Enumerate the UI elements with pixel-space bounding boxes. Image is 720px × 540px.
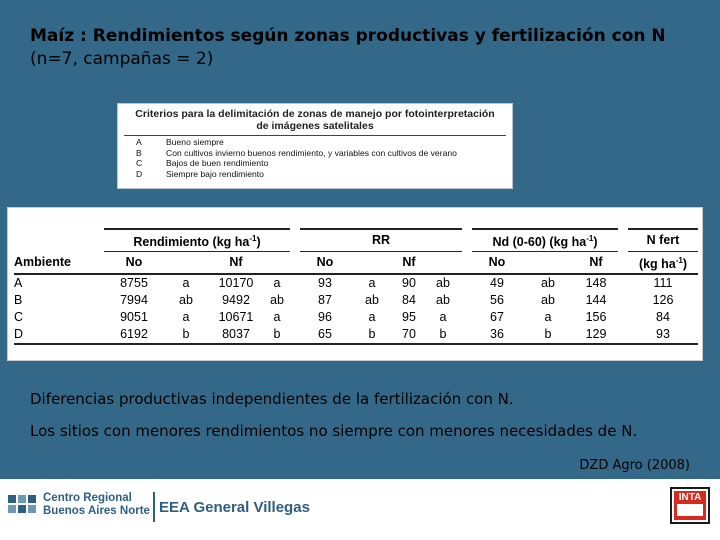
inta-logo-badge	[674, 491, 706, 520]
logo-separator	[153, 492, 155, 522]
criteria-title-line2: de imágenes satelitales	[256, 120, 374, 132]
criteria-row	[118, 148, 512, 159]
nd-no-letter: ab	[541, 293, 555, 308]
nfert-cell: 111	[653, 276, 673, 291]
title-subtitle: (n=7, campañas = 2)	[30, 49, 214, 69]
footer-bar	[0, 479, 720, 540]
source-citation: DZD Agro (2008)	[579, 458, 690, 473]
rr-no-letter: b	[350, 326, 394, 344]
table-row	[14, 309, 698, 326]
table-body	[14, 274, 698, 344]
header-rend-nf: Nf	[208, 252, 264, 275]
rr-no-letter: ab	[365, 293, 379, 308]
table-row	[14, 326, 698, 344]
rr-no-letter: a	[368, 276, 376, 291]
rend-no-letter: b	[164, 326, 208, 344]
yield-table	[14, 228, 698, 345]
ambiente-cell: C	[14, 310, 24, 325]
rr-no-cell: 96	[318, 310, 332, 325]
rr-nf-cell: 90	[402, 276, 416, 291]
note-differences: Diferencias productivas independientes de la fertilización con N.	[30, 390, 514, 408]
inta-cube-logo-icon	[8, 493, 38, 517]
rr-nf-cell: 84	[402, 293, 416, 308]
ambiente-cell: A	[14, 276, 23, 291]
header-rr-nf: Nf	[394, 252, 424, 275]
rr-no-cell: 93	[318, 276, 332, 291]
rend-no-cell: 7994	[120, 293, 148, 308]
criteria-description: Con cultivos invierno buenos rendimiento, y variables con cultivos de verano	[166, 147, 457, 158]
rr-nf-letter: ab	[436, 293, 450, 308]
criteria-title	[118, 104, 512, 132]
criteria-title-line1: Criterios para la delimitación de zonas de manejo por fotointerpretación	[135, 108, 495, 120]
note-sites: Los sitios con menores rendimientos no siempre con menores necesidades de N.	[30, 422, 638, 440]
criteria-row	[118, 158, 512, 169]
header-rr-no: No	[300, 252, 350, 275]
criteria-table-image	[117, 103, 513, 189]
rend-no-cell: 6192	[104, 326, 164, 344]
criteria-row	[118, 137, 512, 148]
table-row	[14, 292, 698, 309]
nfert-cell: 84	[656, 310, 670, 325]
rend-no-letter: a	[182, 276, 190, 291]
rend-no-cell: 8755	[120, 276, 148, 291]
rr-nf-letter: ab	[436, 276, 450, 291]
rend-nf-cell: 8037	[208, 326, 264, 344]
header-nd-no: No	[472, 252, 522, 275]
header-nd-nf: Nf	[574, 252, 618, 275]
header-rr: RR	[300, 229, 462, 252]
rr-nf-cell: 70	[394, 326, 424, 344]
header-nd: Nd (0-60) (kg $ha^{-1}$)	[472, 229, 618, 252]
criteria-description: Bueno siempre	[166, 137, 224, 147]
rr-nf-letter: a	[439, 310, 447, 325]
slide-title	[30, 25, 700, 71]
centro-regional-logo-text	[43, 492, 150, 518]
criteria-divider	[124, 135, 506, 136]
criteria-code: D	[136, 168, 143, 179]
nd-no-letter: a	[544, 310, 552, 325]
criteria-row	[118, 169, 512, 180]
nd-no-letter: b	[522, 326, 574, 344]
nd-no-cell: 56	[490, 293, 504, 308]
nd-nf-cell: 148	[585, 276, 607, 291]
criteria-code: C	[136, 158, 143, 169]
rend-nf-letter: b	[264, 326, 290, 344]
rend-nf-letter: a	[273, 310, 281, 325]
rend-nf-cell: 10170	[218, 276, 254, 291]
nd-no-cell: 49	[490, 276, 504, 291]
header-rend-no: No	[104, 252, 164, 275]
nd-no-cell: 67	[490, 310, 504, 325]
nd-nf-cell: 144	[585, 293, 607, 308]
rend-nf-cell: 10671	[218, 310, 254, 325]
rend-nf-cell: 9492	[222, 293, 250, 308]
criteria-description: Siempre bajo rendimiento	[166, 168, 264, 179]
ambiente-cell: B	[14, 293, 23, 308]
table-row	[14, 274, 698, 292]
ambiente-cell: D	[14, 326, 104, 344]
rr-nf-letter: b	[424, 326, 462, 344]
nfert-cell: 126	[652, 293, 674, 308]
header-rendimiento: Rendimiento (kg $ha^{-1}$)	[104, 229, 290, 252]
criteria-rows	[118, 137, 512, 179]
table-header-sub	[14, 252, 698, 275]
criteria-code: B	[136, 147, 142, 158]
inta-logo-icon	[670, 487, 710, 524]
rend-nf-letter: a	[273, 276, 281, 291]
rr-nf-cell: 95	[402, 310, 416, 325]
title-main: Maíz : Rendimientos según zonas productivas y fertilización con N	[30, 26, 666, 46]
table-header-groups	[14, 229, 698, 252]
yield-table-image	[7, 207, 703, 361]
rend-no-letter: ab	[179, 293, 193, 308]
rr-no-cell: 87	[318, 293, 332, 308]
nd-nf-cell: 156	[585, 310, 607, 325]
logo-line2: Buenos Aires Norte	[43, 505, 150, 517]
rend-no-letter: a	[182, 310, 190, 325]
criteria-description: Bajos de buen rendimiento	[166, 158, 269, 169]
eea-logo-text: EEA General Villegas	[159, 499, 310, 516]
nd-nf-cell: 129	[574, 326, 618, 344]
header-nfert-unit: (kg $ha^{-1}$)	[628, 252, 698, 275]
criteria-code: A	[136, 137, 142, 147]
logo-line1: Centro Regional	[43, 492, 132, 504]
rr-no-letter: a	[368, 310, 376, 325]
header-nfert: N fert	[628, 229, 698, 252]
rr-no-cell: 65	[300, 326, 350, 344]
rend-no-cell: 9051	[120, 310, 148, 325]
header-ambiente: Ambiente	[14, 252, 104, 275]
nd-no-letter: ab	[541, 276, 555, 291]
rend-nf-letter: ab	[270, 293, 284, 308]
nfert-cell: 93	[628, 326, 698, 344]
nd-no-cell: 36	[472, 326, 522, 344]
inta-logo-text: INTA	[678, 492, 702, 503]
